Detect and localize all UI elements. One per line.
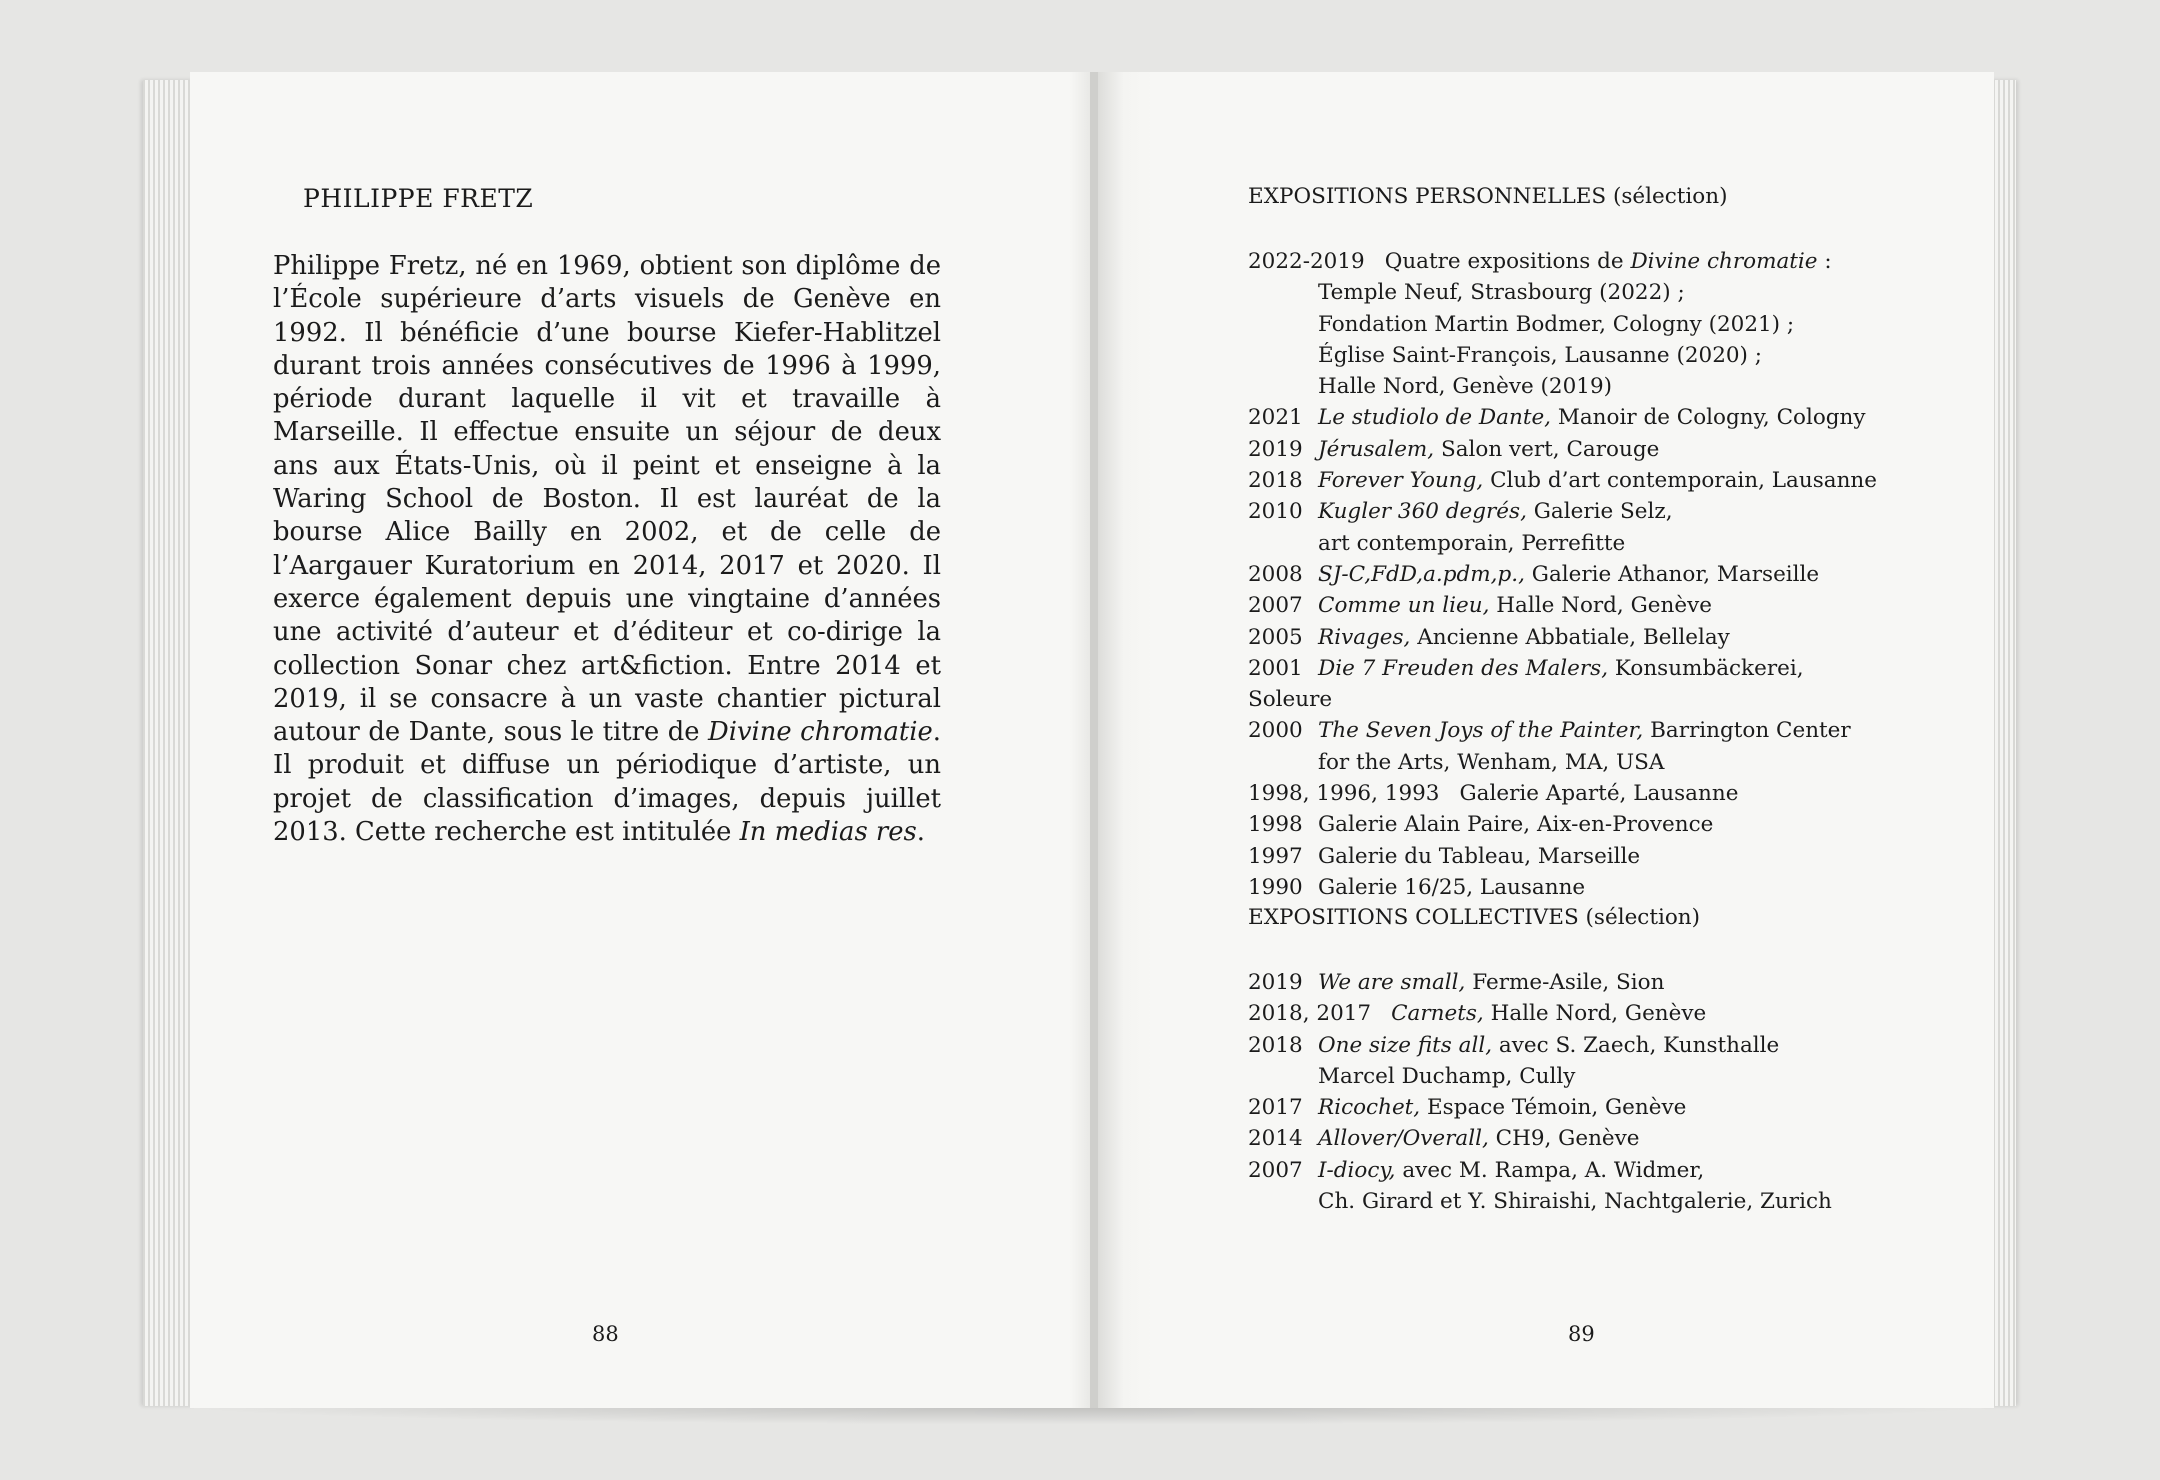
book-edge-left (143, 80, 195, 1406)
exhibition-year: 2007 (1248, 593, 1303, 619)
exhibition-title: Divine chromatie (1630, 249, 1818, 274)
exhibition-year: 2001 (1248, 655, 1303, 681)
exhibition-title: One size fits all, (1318, 1032, 1493, 1058)
exhibition-line (1248, 778, 1888, 809)
exhibition-entry (1248, 590, 1888, 621)
exhibition-year: 2007 (1248, 1157, 1303, 1183)
exhibition-year: 2005 (1248, 624, 1303, 650)
exhibition-line (1248, 1155, 1888, 1186)
exhibition-venue: Halle Nord, Genève (1489, 593, 1712, 619)
exhibition-year: 2018 (1248, 1032, 1303, 1058)
exhibition-year: 2000 (1248, 718, 1303, 744)
exhibition-venue: Galerie 16/25, Lausanne (1318, 874, 1586, 900)
exhibition-line (1248, 402, 1888, 433)
exhibition-entry (1248, 872, 1888, 903)
exhibition-title: We are small, (1318, 970, 1466, 995)
exhibition-title: SJ-C,FdD,a.pdm,p., (1318, 561, 1525, 587)
exhibition-title: Comme un lieu, (1318, 593, 1490, 619)
exhibition-year: 2010 (1248, 499, 1303, 525)
exhibition-entry (1248, 434, 1888, 465)
exhibition-venue: Galerie Athanor, Marseille (1524, 561, 1820, 587)
exhibition-line (1248, 715, 1888, 746)
exhibition-title: Rivages, (1318, 624, 1411, 650)
exhibition-title: Die 7 Freuden des Malers, (1318, 655, 1609, 681)
exhibition-venue: Galerie Aparté, Lausanne (1459, 781, 1739, 807)
exhibition-venue: Ancienne Abbatiale, Bellelay (1410, 624, 1730, 650)
exhibition-line (1248, 559, 1888, 590)
exhibition-title: Kugler 360 degrés, (1318, 499, 1527, 525)
exhibition-entry (1248, 1123, 1888, 1154)
exhibition-entry (1248, 622, 1888, 653)
exhibition-line (1248, 590, 1888, 621)
page-number-left: 88 (592, 1322, 619, 1346)
exhibition-entry (1248, 246, 1888, 402)
bio-text-end: . (916, 817, 925, 848)
exhibition-year: 2008 (1248, 561, 1303, 587)
exhibition-continuation: Marcel Duchamp, Cully (1318, 1063, 1576, 1089)
exhibition-venue: avec S. Zaech, Kunsthalle (1492, 1032, 1780, 1058)
exhibition-line (1248, 967, 1888, 998)
exhibition-venue: Manoir de Cologny, Cologny (1551, 405, 1866, 431)
exhibition-venue: Ferme-Asile, Sion (1465, 970, 1665, 995)
exhibition-year: 2019 (1248, 970, 1303, 995)
exhibition-venue: avec M. Rampa, A. Widmer, (1395, 1157, 1705, 1183)
exhibition-text: Quatre expositions de (1384, 249, 1631, 274)
exhibitions-personal-list (1248, 246, 1888, 903)
exhibition-title: The Seven Joys of the Painter, (1318, 718, 1644, 744)
exhibition-line (1248, 496, 1888, 527)
exhibition-venue: Espace Témoin, Genève (1420, 1095, 1687, 1121)
exhibition-year: 2019 (1248, 436, 1303, 462)
exhibition-line (1248, 434, 1888, 465)
exhibition-entry (1248, 1092, 1888, 1123)
exhibition-venue: Barrington Center (1643, 718, 1851, 744)
exhibition-continuation: Ch. Girard et Y. Shiraishi, Nachtgalerie, Zurich (1318, 1189, 1832, 1215)
exhibition-venue: Galerie Alain Paire, Aix-en-Provence (1318, 812, 1714, 838)
exhibition-entry (1248, 778, 1888, 809)
exhibition-line (1248, 465, 1888, 496)
section-title-collective: EXPOSITIONS COLLECTIVES (sélection) (1248, 905, 1701, 930)
exhibition-year: 1997 (1248, 843, 1303, 869)
exhibition-entry (1248, 809, 1888, 840)
exhibition-continuation: Halle Nord, Genève (2019) (1318, 374, 1613, 400)
exhibition-entry (1248, 559, 1888, 590)
book-gutter (1090, 72, 1098, 1408)
exhibition-continuation: Temple Neuf, Strasbourg (2022) ; (1318, 280, 1685, 306)
exhibition-year: 1998 (1248, 812, 1303, 838)
exhibition-venue: Club d’art contemporain, Lausanne (1483, 468, 1877, 494)
exhibition-entry (1248, 465, 1888, 496)
section-title-personal: EXPOSITIONS PERSONNELLES (sélection) (1248, 184, 1728, 209)
page-number-right: 89 (1568, 1322, 1595, 1346)
exhibition-title: Ricochet, (1318, 1095, 1421, 1121)
exhibition-venue: Konsumbäckerei, Soleure (1248, 655, 1804, 713)
bio-text-middle: . Il produit et diffuse un périodique d’artiste, un projet de classification d’images, depuis juillet 2013. Cette recherche est intitulée (273, 717, 941, 848)
exhibition-line (1248, 1123, 1888, 1154)
exhibition-line (1248, 872, 1888, 903)
exhibition-year: 2022-2019 (1248, 249, 1365, 274)
exhibition-line (1248, 809, 1888, 840)
bio-italic-divine: Divine chromatie (708, 717, 933, 748)
exhibition-continuation: Église Saint-François, Lausanne (2020) ; (1318, 342, 1763, 368)
exhibition-entry (1248, 402, 1888, 433)
exhibition-title: Le studiolo de Dante, (1318, 405, 1552, 431)
exhibition-continuation: art contemporain, Perrefitte (1318, 530, 1626, 556)
exhibition-entry (1248, 1155, 1888, 1218)
exhibition-line (1248, 1030, 1888, 1061)
exhibition-entry (1248, 1030, 1888, 1093)
exhibition-entry (1248, 715, 1888, 778)
exhibition-year: 2018 (1248, 468, 1303, 494)
exhibition-entry (1248, 496, 1888, 559)
page-title: PHILIPPE FRETZ (303, 184, 534, 213)
exhibition-line (1248, 841, 1888, 872)
exhibition-line (1248, 622, 1888, 653)
exhibition-venue: Galerie du Tableau, Marseille (1318, 843, 1641, 869)
exhibition-year: 2021 (1248, 405, 1303, 431)
exhibition-title: I-diocy, (1318, 1157, 1396, 1183)
exhibition-year: 1998, 1996, 1993 (1248, 781, 1440, 807)
exhibition-entry (1248, 967, 1888, 998)
bio-paragraph (273, 250, 941, 849)
exhibition-venue: CH9, Genève (1488, 1126, 1640, 1152)
exhibition-venue: Salon vert, Carouge (1434, 436, 1660, 462)
exhibition-title: Jérusalem, (1318, 436, 1435, 462)
exhibition-venue: : (1817, 249, 1832, 274)
exhibition-year: 1990 (1248, 874, 1303, 900)
exhibition-entry (1248, 998, 1888, 1029)
exhibition-year: 2014 (1248, 1126, 1303, 1152)
exhibition-entry (1248, 841, 1888, 872)
exhibition-title: Allover/Overall, (1318, 1126, 1489, 1152)
exhibition-line (1248, 653, 1888, 716)
exhibition-title: Carnets, (1391, 1001, 1484, 1027)
exhibition-line (1248, 1092, 1888, 1123)
exhibition-year: 2017 (1248, 1095, 1303, 1121)
exhibition-title: Forever Young, (1318, 468, 1484, 494)
exhibition-line (1248, 246, 1888, 277)
exhibition-entry (1248, 653, 1888, 716)
exhibition-continuation: for the Arts, Wenham, MA, USA (1318, 749, 1665, 775)
exhibition-venue: Galerie Selz, (1526, 499, 1673, 525)
exhibitions-collective-list (1248, 967, 1888, 1217)
bio-text-main: Philippe Fretz, né en 1969, obtient son diplôme de l’École supérieure d’arts visuels de Genève en 1992. Il bénéficie d’une bourse Kiefer-Hablitzel durant trois années consécutives de 1996 à 1999, période durant laquelle il vit et travaille à Marseille. Il effectue ensuite un séjour de deux ans aux États-Unis, où il peint et enseigne à la Waring School de Boston. Il est lauréat de la bourse Alice Bailly en 2002, et de celle de l’Aargauer Kuratorium en 2014, 2017 et 2020. Il exerce également depuis une vingtaine d’années une activité d’auteur et d’éditeur et co-dirige la collection Sonar chez art&fiction. Entre 2014 et 2019, il se consacre à un vaste chantier pictural autour de Dante, sous le titre de (273, 251, 941, 748)
exhibition-continuation: Fondation Martin Bodmer, Cologny (2021) ; (1318, 311, 1795, 337)
exhibition-venue: Halle Nord, Genève (1483, 1001, 1707, 1027)
exhibition-year: 2018, 2017 (1248, 1001, 1372, 1027)
bio-italic-medias: In medias res (739, 817, 917, 848)
exhibition-line (1248, 998, 1888, 1029)
